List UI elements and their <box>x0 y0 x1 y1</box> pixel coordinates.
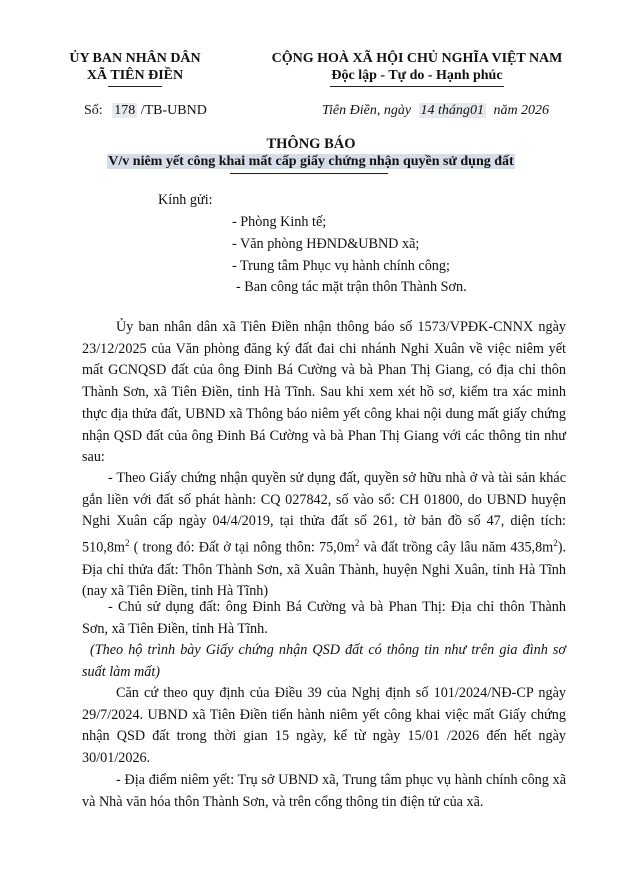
date-day-month[interactable] <box>419 103 486 118</box>
body-p4-text: (Theo hộ trình bày Giấy chứng nhận QSD đất có thông tin như trên gia đình sơ suất làm mất) <box>82 642 566 680</box>
nation-line2: Độc lập - Tự do - Hạnh phúc <box>331 68 503 83</box>
org-underline <box>108 86 162 87</box>
body-p1-text: Ủy ban nhân dân xã Tiên Điền nhận thông báo số 1573/VPĐK-CNNX ngày 23/12/2025 của Văn phòng đăng ký đất đai chi nhánh Nghi Xuân về việc niêm yết mất GCNQSD đất của ông Đinh Bá Cường và bà Phan Thị Giang, có địa chỉ thôn Thành Sơn, xã Tiên Điền, tỉnh Hà Tĩnh. Sau khi xem xét hồ sơ, kiểm tra xác minh thực địa thửa đất, UBND xã Thông báo niêm yết công khai nội dung mất giấy chứng nhận QSD đất của ông Đinh Bá Cường và bà Phan Thị Giang với các thông tin như sau: <box>82 319 566 466</box>
so-suffix: /TB-UBND <box>140 103 207 118</box>
so-value[interactable]: 178 <box>114 103 136 118</box>
body-paragraph-5 <box>82 683 566 770</box>
body-paragraph-4 <box>82 640 566 683</box>
date-place: Tiên Điền, ngày <box>322 103 412 118</box>
recipient-item-2: - Văn phòng HĐND&UBND xã; <box>232 236 420 252</box>
date-month-label: tháng <box>438 103 470 118</box>
recipient-item-3: - Trung tâm Phục vụ hành chính công; <box>232 258 450 274</box>
body-paragraph-1 <box>82 317 566 469</box>
body-p6-text: - Địa điểm niêm yết: Trụ sở UBND xã, Trung tâm phục vụ hành chính công xã và Nhà văn hóa thôn Thành Sơn, và trên cổng thông tin điện tử của xã. <box>82 772 566 810</box>
doc-title: THÔNG BÁO <box>266 136 356 152</box>
body-paragraph-2 <box>82 468 566 603</box>
doc-date <box>322 102 549 120</box>
subject-underline <box>230 173 388 174</box>
recipient-item-1: - Phòng Kinh tế; <box>232 214 327 230</box>
body-p2-text-d: ). Địa chỉ thửa đất: Thôn Thành Sơn, xã Xuân Thành, huyện Nghi Xuân, tỉnh Hà Tĩnh (nay xã Tiên Điền, tỉnh Hà Tĩnh) <box>82 539 567 600</box>
body-p2-text-c: và đất trồng cây lâu năm 435,8m <box>359 539 554 556</box>
org-line2: XÃ TIÊN ĐIỀN <box>86 68 184 83</box>
sup-3: 2 <box>553 538 558 549</box>
body-paragraph-6 <box>82 770 566 813</box>
sup-1: 2 <box>124 538 130 549</box>
greeting: Kính gửi: <box>158 192 213 208</box>
date-year: năm 2026 <box>493 103 550 118</box>
body-p5-text: Căn cứ theo quy định của Điều 39 của Nghị định số 101/2024/NĐ-CP ngày 29/7/2024. UBND xã Tiên Điền tiến hành niêm yết công khai việc mất Giấy chứng nhận QSD đất trong thời gian 15 ngày, kể từ ngày 15/01 /2026 đến hết ngày 30/01/2026. <box>82 685 566 767</box>
nation-header <box>262 50 572 84</box>
doc-subject-text: V/v niêm yết công khai mất cấp giấy chứng nhận quyền sử dụng đất <box>108 154 514 169</box>
sup-2: 2 <box>354 538 360 549</box>
motto-underline <box>330 86 504 87</box>
body-paragraph-3 <box>82 597 566 640</box>
body-p2-text-a: - Theo Giấy chứng nhận quyền sử dụng đất, quyền sở hữu nhà ở và tài sản khác gắn liền với đất số phát hành: CQ 027842, số vào sổ: CH 01800, do UBND huyện Nghi Xuân cấp ngày 04/4/2019, tại thửa đất số 261, tờ bản đồ số 47, diện tích: 510,8m <box>82 470 566 556</box>
body-p2-text-b: ( trong đó: Đất ở tại nông thôn: 75,0m <box>129 539 355 556</box>
recipient-item-4: - Ban công tác mặt trận thôn Thành Sơn. <box>236 279 467 295</box>
org-name <box>58 50 212 84</box>
nation-line1: CỘNG HOÀ XÃ HỘI CHỦ NGHĨA VIỆT NAM <box>271 51 563 66</box>
date-day: 14 <box>420 103 435 118</box>
doc-number <box>84 102 207 120</box>
so-label: Số: <box>84 103 103 118</box>
body-p3-text: - Chủ sử dụng đất: ông Đinh Bá Cường và bà Phan Thị: Địa chỉ thôn Thành Sơn, xã Tiên Điền, tỉnh Hà Tĩnh. <box>82 599 566 637</box>
date-month: 01 <box>469 103 484 118</box>
doc-subject <box>0 153 622 171</box>
org-line1: ỦY BAN NHÂN DÂN <box>69 51 201 66</box>
